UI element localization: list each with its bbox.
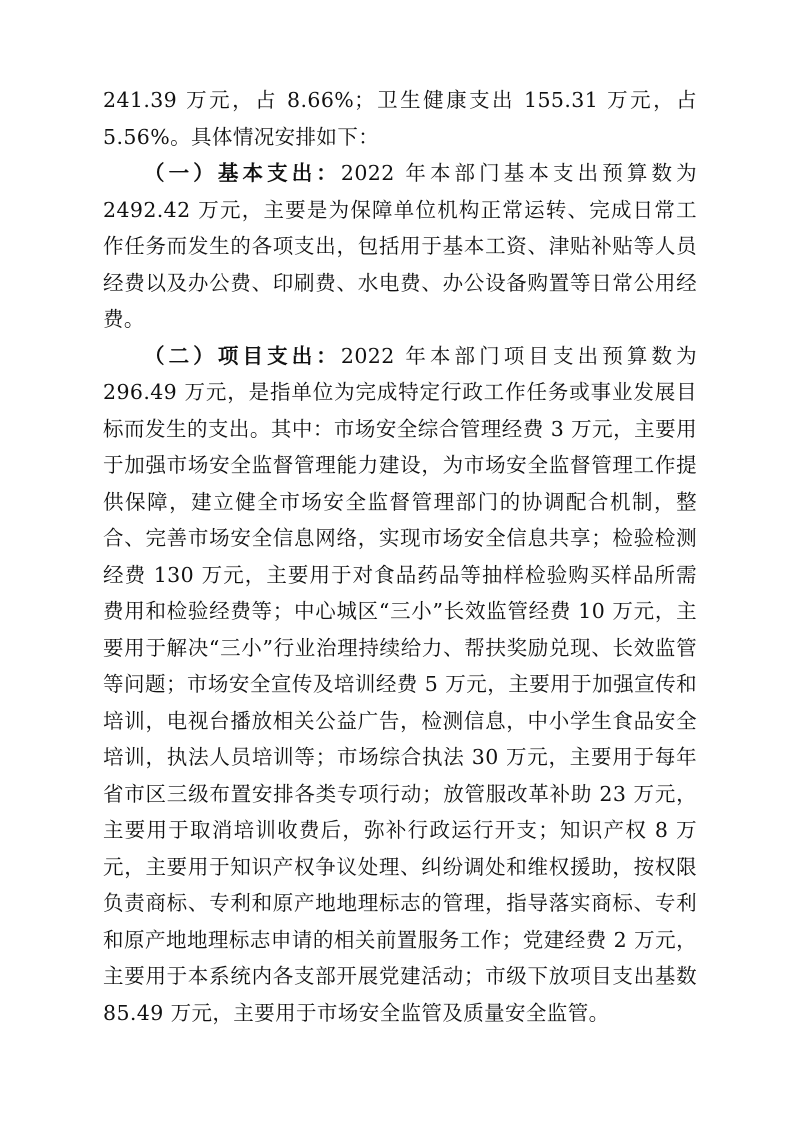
project-expenditure-body: 2022 年本部门项目支出预算数为 296.49 万元，是指单位为完成特定行政工作任务或事业发展目标而发生的支出。其中：市场安全综合管理经费 3 万元，主要用于加强市场安全监督管理能力建设，为市场安全监督管理工作提供保障，建立健全市场安全监督管理部门的协调配合机制，整合、完善市场安全信息网络，实现市场安全信息共享；检验检测经费 130 万元，主要用于对食品药品等抽样检验购买样品所需费用和检验经费等；中心城区“三小”长效监管经费 10 万元，主要用于解决“三小”行业治理持续给力、帮扶奖励兑现、长效监管等问题；市场安全宣传及培训经费 5 万元，主要用于加强宣传和培训，电视台播放相关公益广告，检测信息，中小学生食品安全培训，执法人员培训等；市场综合执法 30 万元，主要用于每年省市区三级布置安排各类专项行动；放管服改革补助 23 万元，主要用于取消培训收费后，弥补行政运行开支；知识产权 8 万元，主要用于知识产权争议处理、纠纷调处和维权援助，按权限负责商标、专利和原产地地理标志的管理，指导落实商标、专利和原产地地理标志申请的相关前置服务工作；党建经费 2 万元，主要用于本系统内各支部开展党建活动；市级下放项目支出基数 85.49 万元，主要用于市场安全监管及质量安全监管。 xyxy=(103,343,697,1025)
intro-paragraph: 241.39 万元，占 8.66%；卫生健康支出 155.31 万元，占 5.56%。具体情况安排如下： xyxy=(103,88,697,149)
basic-expenditure-body: 2022 年本部门基本支出预算数为 2492.42 万元，主要是为保障单位机构正常运转、完成日常工作任务而发生的各项支出，包括用于基本工资、津贴补贴等人员经费以及办公费、印刷费、水电费、办公设备购置等日常公用经费。 xyxy=(103,161,697,331)
project-expenditure-paragraph xyxy=(103,338,697,1032)
project-expenditure-heading: （二）项目支出： xyxy=(144,343,341,368)
basic-expenditure-heading: （一）基本支出： xyxy=(144,161,341,185)
document-page xyxy=(103,82,697,1031)
basic-expenditure-paragraph xyxy=(103,155,697,338)
